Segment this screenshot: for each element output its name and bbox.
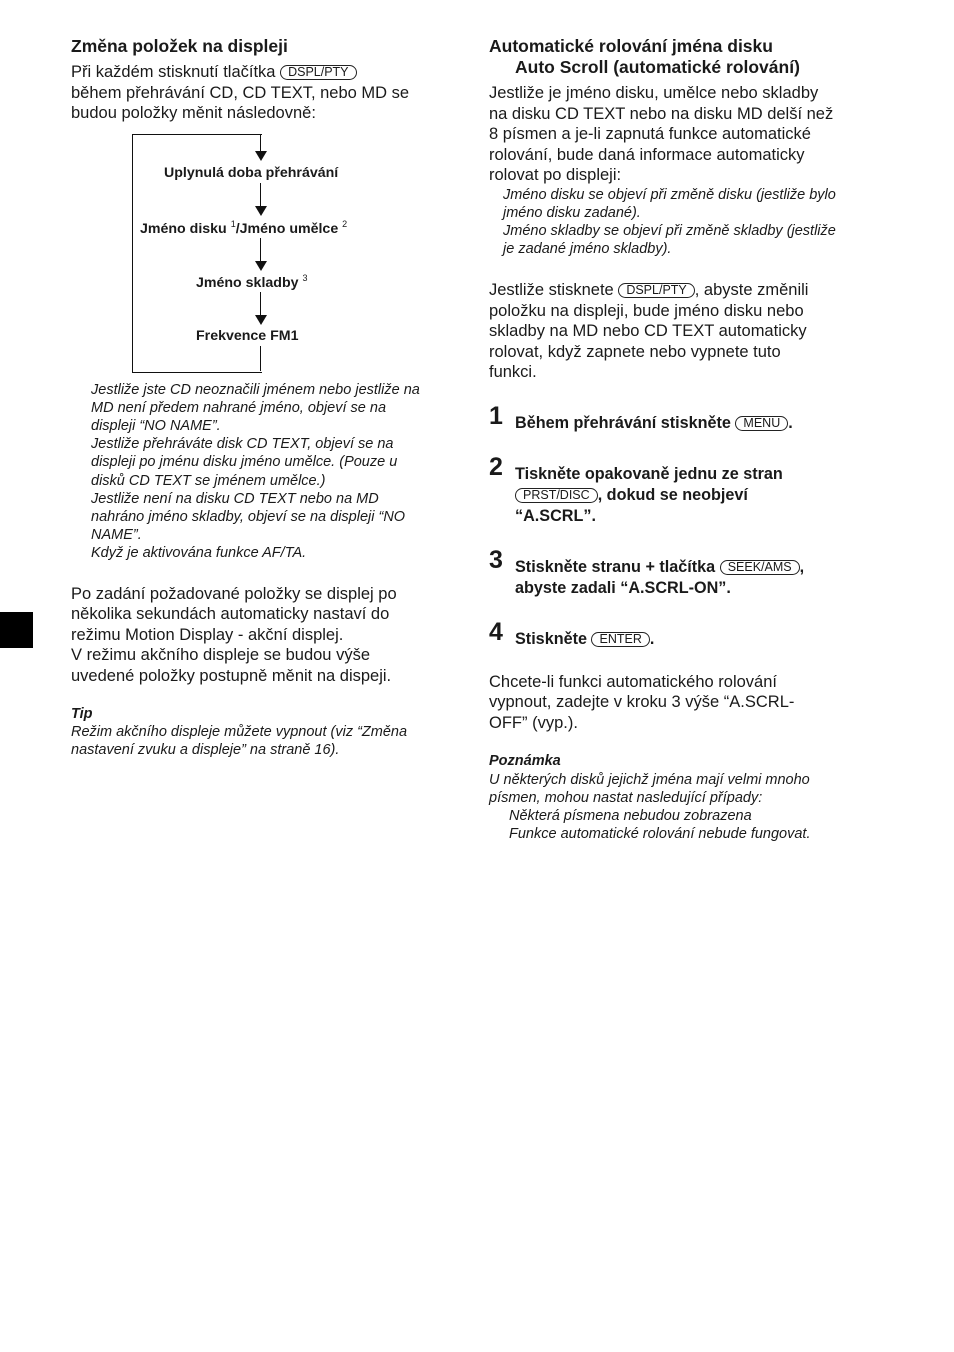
- flow-item-elapsed-time: Uplynulá doba přehrávání: [164, 164, 339, 181]
- intro-paragraph: Při každém stisknutí tlačítka DSPL/PTY během přehrávání CD, CD TEXT, nebo MD se budou položky měnit následovně:: [71, 63, 410, 122]
- right-column: [489, 36, 884, 843]
- step-3: 3 Stiskněte stranu + tlačítka SEEK/AMS , abyste zadali “A.SCRL-ON”.: [489, 545, 805, 597]
- motion-display-paragraph: Po zadání požadované položky se displej po několika sekundách automaticky nastaví do režimu Motion Display - akční displej. V režimu akčního displeje se budou výše uvedené položky postupně měnit na dispeji.: [71, 584, 397, 685]
- seek-ams-button-label: SEEK/AMS: [720, 560, 800, 575]
- menu-button-label: MENU: [735, 416, 788, 431]
- section-heading-display-items: Změna položek na displeji: [71, 36, 288, 56]
- footnotes: Jestliže jste CD neoznačili jménem nebo jestliže na MD není předem nahrané jméno, objeví se na displeji “NO NAME”. Jestliže přehráváte disk CD TEXT, objeví se na displeji po jménu disku jméno umělce. (Pouze u disků CD TEXT se jménem umělce.) Jestliže není na disku CD TEXT nebo na MD nahráno jméno skladby, objeví se na displeji “NO NAME”. Když je aktivována funkce AF/TA.: [91, 381, 420, 562]
- left-column: [71, 36, 461, 760]
- tip-label: Tip: [71, 706, 93, 723]
- display-cycle-diagram: [71, 134, 371, 384]
- flow-item-track-name: Jméno skladby $^3$: [196, 272, 308, 291]
- step-2: 2 Tiskněte opakovaně jednu ze stran PRST/DISC , dokud se neobjeví “A.SCRL”.: [489, 452, 783, 525]
- auto-scroll-notes: Jméno disku se objeví při změně disku (jestliže bylo jméno disku zadané). Jméno skladby se objeví při změně skladby (jestliže je zadané jméno skladby).: [503, 186, 836, 258]
- arrow-down-icon: [255, 261, 267, 271]
- prst-disc-button-label: PRST/DISC: [515, 488, 598, 503]
- tip-text: Režim akčního displeje můžete vypnout (viz “Změna nastavení zvuku a displeje” na straně 16).: [71, 724, 408, 759]
- dspl-pty-button-label: DSPL/PTY: [280, 65, 356, 80]
- auto-scroll-off-paragraph: Chcete-li funkci automatického rolování vypnout, zadejte v kroku 3 výše “A.SCRL- OFF” (vyp.).: [489, 672, 795, 732]
- section-tab-marker: [0, 612, 33, 648]
- arrow-down-icon: [255, 315, 267, 325]
- dspl-pty-button-label: DSPL/PTY: [618, 283, 694, 298]
- auto-scroll-intro: Jestliže je jméno disku, umělce nebo skladby na disku CD TEXT nebo na disku MD delší než 8 písmen a je-li zapnutá funkce automatické rolování, bude daná informace automaticky rolovat po displeji:: [489, 84, 834, 184]
- note-label: Poznámka: [489, 753, 561, 770]
- dspl-change-paragraph: Jestliže stisknete DSPL/PTY , abyste změnili položku na displeji, bude jméno disku nebo skladby na MD nebo CD TEXT automaticky rolovat, když zapnete nebo vypnete tuto funkci.: [489, 281, 809, 382]
- arrow-down-icon: [255, 151, 267, 161]
- enter-button-label: ENTER: [591, 632, 649, 647]
- flow-item-frequency: Frekvence FM1: [196, 327, 299, 344]
- arrow-down-icon: [255, 206, 267, 216]
- flow-item-disc-artist-name: Jméno disku $^1$/Jméno umělce $^2$: [140, 218, 348, 237]
- step-4: 4 Stiskněte ENTER .: [489, 617, 655, 648]
- note-text: U některých disků jejichž jména mají velmi mnoho písmen, mohou nastat nasledující případy: Některá písmena nebudou zobrazena Funkce automatické rolování nebude fungovat.: [489, 771, 811, 843]
- section-heading-auto-scroll: Automatické rolování jména disku Auto Scroll (automatické rolování): [489, 36, 800, 77]
- step-1: 1 Během přehrávání stiskněte MENU .: [489, 401, 793, 432]
